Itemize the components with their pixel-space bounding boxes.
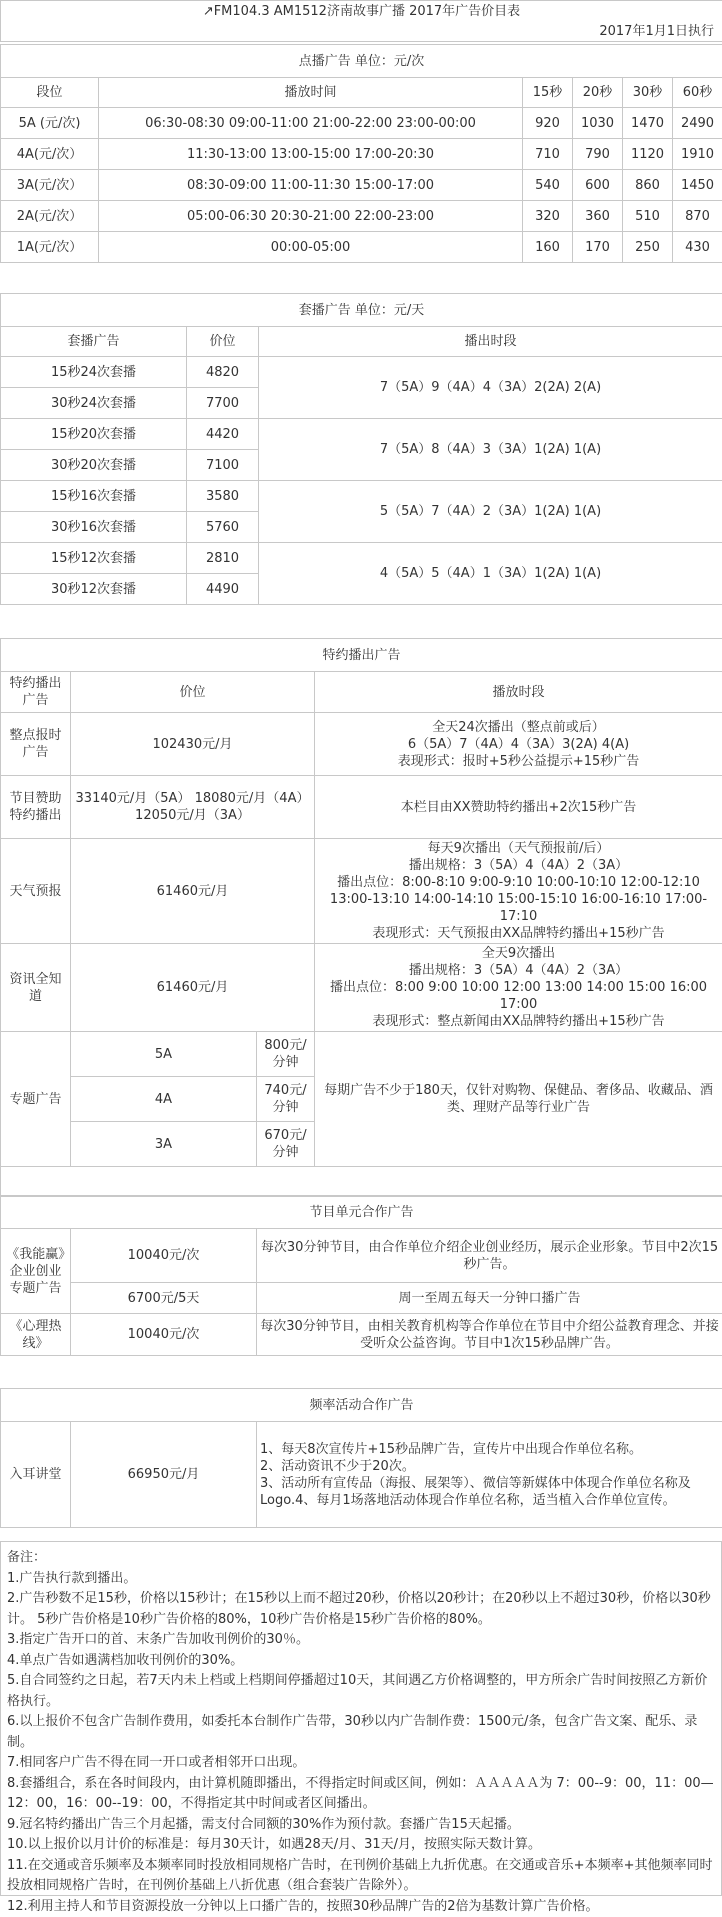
package-name: 30秒16次套播	[1, 512, 187, 543]
spot-ad-table	[0, 44, 722, 263]
price-cell: 790	[573, 139, 623, 170]
time-cell: 06:30-08:30 09:00-11:00 21:00-22:00 23:00-00:00	[99, 108, 523, 139]
price-cell: 430	[673, 232, 722, 263]
note-item: 2.广告秒数不足15秒，价格以15秒计；在15秒以上而不超过20秒，价格以20秒计；在20秒以上不超过30秒，价格以30秒计。 5秒广告价格是10秒广告价格的80%，10秒广告价格是15秒广告价格的80%。	[7, 1589, 715, 1630]
table-row	[1, 1229, 722, 1283]
unit-ad-title: 节目单元合作广告	[1, 1196, 722, 1229]
table-row	[1, 944, 722, 1032]
spacer-row	[1, 1167, 722, 1197]
table-row	[1, 481, 722, 512]
freq-ad-title: 频率活动合作广告	[1, 1389, 722, 1422]
tier-cell: 3A(元/次）	[1, 170, 99, 201]
time-cell: 00:00-05:00	[99, 232, 523, 263]
price-cell: 250	[623, 232, 673, 263]
note-item: 1.广告执行款到播出。	[7, 1569, 715, 1590]
sponsor-ad-table	[0, 638, 722, 1197]
note-item: 8.套播组合，系在各时间段内，由计算机随即播出，不得指定时间或区间，例如：ＡＡＡＡＡ为 7：00--9：00，11：00—12：00，16：00--19：00，不得指定其中时间或者区间播出。	[7, 1774, 715, 1815]
note-item: 11.在交通或音乐频率及本频率同时投放相同规格广告时，在刊例价基础上九折优惠。在交通或音乐+本频率+其他频率同时投放相同规格广告时，在刊例价基础上八折优惠（组合套装广告除外）。	[7, 1856, 715, 1897]
table-row	[1, 1422, 722, 1528]
package-price: 7100	[187, 450, 259, 481]
table-row	[1, 357, 722, 388]
package-price: 4820	[187, 357, 259, 388]
price-cell: 170	[573, 232, 623, 263]
col-header: 播放时间	[99, 78, 523, 108]
title-block	[0, 0, 722, 42]
package-name: 15秒12次套播	[1, 543, 187, 574]
col-header: 播放时段	[315, 672, 722, 713]
sponsor-detail: 每期广告不少于180天，仅针对购物、保健品、奢侈品、收藏品、酒类、理财产品等行业广告	[315, 1032, 722, 1167]
package-name: 30秒24次套播	[1, 388, 187, 419]
table-row	[1, 201, 722, 232]
package-ad-table	[0, 293, 722, 605]
price-cell: 2490	[673, 108, 722, 139]
tier-price: 740元/分钟	[257, 1077, 315, 1122]
note-item: 10.以上报价以月计价的标准是：每月30天计，如遇28天/月、31天/月，按照实际天数计算。	[7, 1835, 715, 1856]
table-row	[1, 1283, 722, 1314]
freq-ad-table	[0, 1388, 722, 1528]
note-item: 3.指定广告开口的首、末条广告加收刊例价的30％。	[7, 1630, 715, 1651]
sponsor-name: 天气预报	[1, 839, 71, 944]
tier-cell: 3A	[71, 1122, 257, 1167]
package-price: 5760	[187, 512, 259, 543]
sponsor-detail	[315, 713, 722, 776]
tier-cell: 4A(元/次）	[1, 139, 99, 170]
table-row	[1, 1314, 722, 1356]
sponsor-price: 61460元/月	[71, 944, 315, 1032]
unit-detail: 周一至周五每天一分钟口播广告	[257, 1283, 722, 1314]
sponsor-price: 61460元/月	[71, 839, 315, 944]
package-name: 30秒20次套播	[1, 450, 187, 481]
col-header: 价位	[71, 672, 315, 713]
detail-line: 播出规格：3（5A）4（4A）2（3A）	[318, 962, 719, 979]
note-item: 5.自合同签约之日起，若7天内未上档或上档期间停播超过10天，其间遇乙方价格调整的，甲方所余广告时间按照乙方新价格执行。	[7, 1671, 715, 1712]
table-row	[1, 419, 722, 450]
sponsor-name: 节目赞助特约播出	[1, 776, 71, 839]
package-slots: 7（5A）8（4A）3（3A）1(2A) 1(A)	[259, 419, 722, 481]
col-header: 段位	[1, 78, 99, 108]
unit-ad-table	[0, 1195, 722, 1356]
tier-cell: 4A	[71, 1077, 257, 1122]
page-title: ↗FM104.3 AM1512济南故事广播 2017年广告价目表	[1, 1, 722, 22]
effective-date: 2017年1月1日执行	[1, 21, 722, 42]
table-row	[1, 232, 722, 263]
package-ad-title: 套播广告 单位：元/天	[1, 294, 722, 327]
spot-ad-title: 点播广告 单位：元/次	[1, 45, 722, 78]
detail-line: 播出规格：3（5A）4（4A）2（3A）	[318, 857, 719, 874]
table-row	[1, 108, 722, 139]
unit-price: 6700元/5天	[71, 1283, 257, 1314]
sponsor-name: 整点报时广告	[1, 713, 71, 776]
tier-cell: 5A (元/次)	[1, 108, 99, 139]
price-cell: 320	[523, 201, 573, 232]
sponsor-price: 33140元/月（5A） 18080元/月（4A）12050元/月（3A）	[71, 776, 315, 839]
package-price: 4420	[187, 419, 259, 450]
package-name: 30秒12次套播	[1, 574, 187, 605]
package-slots: 7（5A）9（4A）4（3A）2(2A) 2(A)	[259, 357, 722, 419]
col-header: 套播广告	[1, 327, 187, 357]
col-header: 特约播出广告	[1, 672, 71, 713]
price-cell: 1450	[673, 170, 722, 201]
tier-cell: 5A	[71, 1032, 257, 1077]
col-header: 价位	[187, 327, 259, 357]
unit-price: 10040元/次	[71, 1229, 257, 1283]
price-cell: 540	[523, 170, 573, 201]
detail-line: 表现形式：整点新闻由XX品牌特约播出+15秒广告	[318, 1013, 719, 1030]
sponsor-detail: 本栏目由XX赞助特约播出+2次15秒广告	[315, 776, 722, 839]
note-item: 7.相同客户广告不得在同一开口或者相邻开口出现。	[7, 1753, 715, 1774]
tier-cell: 2A(元/次）	[1, 201, 99, 232]
price-cell: 1120	[623, 139, 673, 170]
detail-line: 每天9次播出（天气预报前/后）	[318, 840, 719, 857]
package-name: 15秒24次套播	[1, 357, 187, 388]
detail-line: 全天9次播出	[318, 945, 719, 962]
sponsor-name: 专题广告	[1, 1032, 71, 1167]
tier-price: 800元/分钟	[257, 1032, 315, 1077]
package-price: 7700	[187, 388, 259, 419]
sponsor-detail	[315, 839, 722, 944]
price-cell: 1910	[673, 139, 722, 170]
package-name: 15秒16次套播	[1, 481, 187, 512]
table-row	[1, 839, 722, 944]
col-header: 30秒	[623, 78, 673, 108]
note-item: 6.以上报价不包含广告制作费用，如委托本台制作广告带，30秒以内广告制作费：1500元/条，包含广告文案、配乐、录制。	[7, 1712, 715, 1753]
price-cell: 600	[573, 170, 623, 201]
col-header: 20秒	[573, 78, 623, 108]
package-price: 3580	[187, 481, 259, 512]
detail-line: 表现形式：报时+5秒公益提示+15秒广告	[318, 753, 719, 770]
unit-name: 《我能赢》企业创业专题广告	[1, 1229, 71, 1314]
price-cell: 920	[523, 108, 573, 139]
price-cell: 360	[573, 201, 623, 232]
sponsor-ad-title: 特约播出广告	[1, 639, 722, 672]
notes-block	[0, 1541, 722, 1896]
table-row	[1, 1032, 722, 1077]
note-item: 9.冠名特约播出广告三个月起播，需支付合同额的30%作为预付款。套播广告15天起播。	[7, 1815, 715, 1836]
time-cell: 08:30-09:00 11:00-11:30 15:00-17:00	[99, 170, 523, 201]
detail-line: 播出点位：8:00-8:10 9:00-9:10 10:00-10:10 12:00-12:10 13:00-13:10 14:00-14:10 15:00-15:10 16:00-16:10 17:00-17:10	[318, 874, 719, 925]
col-header: 60秒	[673, 78, 722, 108]
unit-price: 10040元/次	[71, 1314, 257, 1356]
freq-price: 66950元/月	[71, 1422, 257, 1528]
note-item: 12.利用主持人和节目资源投放一分钟以上口播广告的，按照30秒品牌广告的2倍为基数计算广告价格。	[7, 1897, 715, 1917]
price-cell: 710	[523, 139, 573, 170]
detail-line: 播出点位：8:00 9:00 10:00 12:00 13:00 14:00 15:00 16:00 17:00	[318, 979, 719, 1013]
price-cell: 160	[523, 232, 573, 263]
price-cell: 1030	[573, 108, 623, 139]
package-slots: 5（5A）7（4A）2（3A）1(2A) 1(A)	[259, 481, 722, 543]
col-header: 播出时段	[259, 327, 722, 357]
package-name: 15秒20次套播	[1, 419, 187, 450]
freq-name: 入耳讲堂	[1, 1422, 71, 1528]
sponsor-name: 资讯全知道	[1, 944, 71, 1032]
time-cell: 11:30-13:00 13:00-15:00 17:00-20:30	[99, 139, 523, 170]
table-row	[1, 139, 722, 170]
package-price: 2810	[187, 543, 259, 574]
price-cell: 860	[623, 170, 673, 201]
package-slots: 4（5A）5（4A）1（3A）1(2A) 1(A)	[259, 543, 722, 605]
detail-line: 6（5A）7（4A）4（3A）3(2A) 4(A)	[318, 736, 719, 753]
table-row	[1, 776, 722, 839]
note-item: 4.单点广告如遇满档加收刊例价的30%。	[7, 1651, 715, 1672]
notes-title: 备注：	[7, 1548, 715, 1569]
freq-detail: 1、每天8次宣传片+15秒品牌广告，宣传片中出现合作单位名称。 2、活动资讯不少于20次。 3、活动所有宣传品（海报、展架等）、微信等新媒体中体现合作单位名称及Logo.4、每月1场落地活动体现合作单位名称，适当植入合作单位宣传。	[257, 1422, 722, 1528]
time-cell: 05:00-06:30 20:30-21:00 22:00-23:00	[99, 201, 523, 232]
table-row	[1, 713, 722, 776]
table-row	[1, 543, 722, 574]
detail-line: 表现形式：天气预报由XX品牌特约播出+15秒广告	[318, 925, 719, 942]
sponsor-detail	[315, 944, 722, 1032]
price-cell: 1470	[623, 108, 673, 139]
tier-cell: 1A(元/次）	[1, 232, 99, 263]
tier-price: 670元/分钟	[257, 1122, 315, 1167]
detail-line: 全天24次播出（整点前或后）	[318, 719, 719, 736]
table-row	[1, 170, 722, 201]
unit-name: 《心理热线》	[1, 1314, 71, 1356]
package-price: 4490	[187, 574, 259, 605]
unit-detail: 每次30分钟节目，由相关教育机构等合作单位在节目中介绍公益教育理念、并接受听众公益咨询。节目中1次15秒品牌广告。	[257, 1314, 722, 1356]
price-cell: 870	[673, 201, 722, 232]
unit-detail: 每次30分钟节目，由合作单位介绍企业创业经历，展示企业形象。节目中2次15秒广告。	[257, 1229, 722, 1283]
price-cell: 510	[623, 201, 673, 232]
col-header: 15秒	[523, 78, 573, 108]
sponsor-price: 102430元/月	[71, 713, 315, 776]
